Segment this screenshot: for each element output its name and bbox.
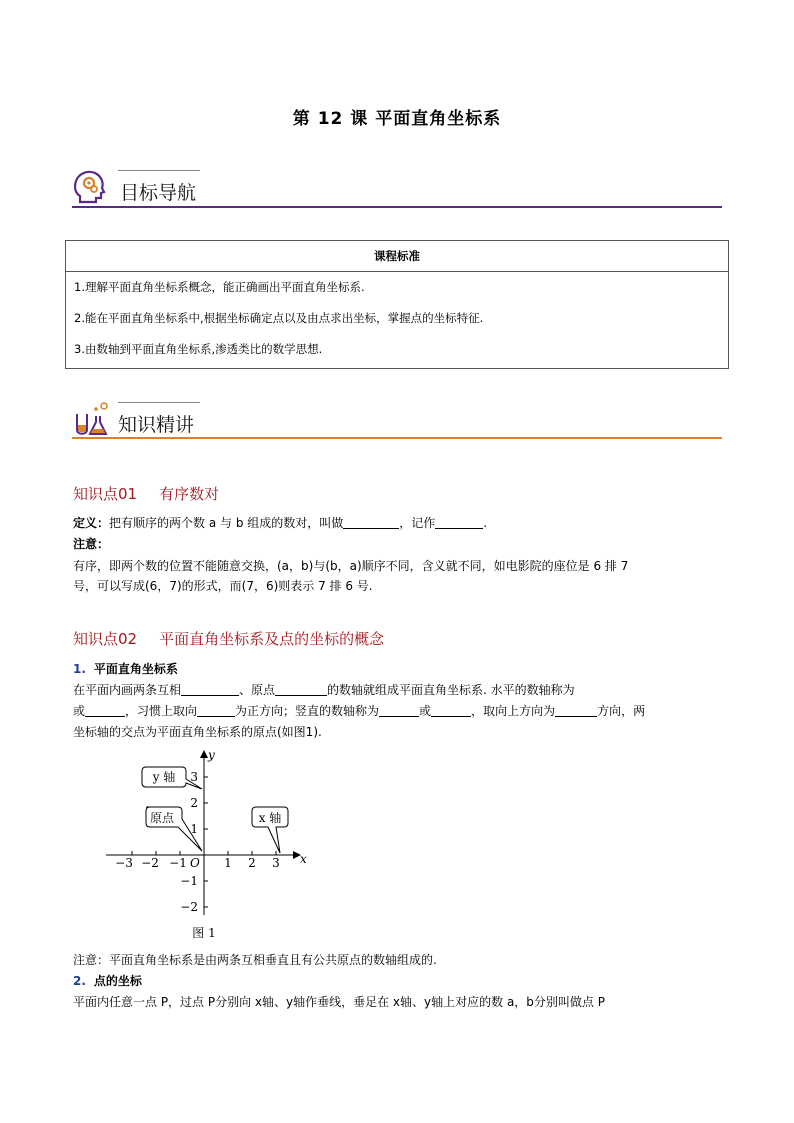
answer-blank[interactable]	[555, 702, 597, 717]
x-tick-label: 1	[224, 856, 232, 870]
standard-item: 3.由数轴到平面直角坐标系,渗透类比的数学思想.	[74, 342, 323, 356]
y-tick-label: 2	[190, 796, 198, 810]
section-goal-header	[72, 166, 722, 210]
kp1-number: 知识点01	[73, 485, 138, 503]
y-tick-label: −1	[180, 874, 198, 888]
answer-blank[interactable]	[431, 702, 471, 717]
kp2-heading	[73, 628, 384, 649]
x-axis-label: x	[300, 852, 307, 866]
coordinate-figure	[100, 745, 320, 945]
head-gears-icon	[72, 168, 108, 206]
standards-header: 课程标准	[66, 241, 729, 272]
svg-text:x 轴: x 轴	[258, 811, 282, 825]
answer-blank[interactable]	[343, 514, 399, 529]
kp2-paragraph-line: 在平面内画两条互相 、原点 的数轴就组成平面直角坐标系. 水平的数轴称为	[73, 683, 575, 697]
kp2-title: 平面直角坐标系及点的坐标的概念	[159, 630, 385, 648]
kp1-definition: 定义：把有顺序的两个数 a 与 b 组成的数对，叫做 ，记作 .	[73, 516, 488, 530]
y-tick-label: −2	[180, 900, 198, 914]
kp2-note: 注意：平面直角坐标系是由两条互相垂直且有公共原点的数轴组成的.	[73, 953, 437, 967]
x-tick-label: −2	[141, 856, 159, 870]
answer-blank[interactable]	[197, 702, 235, 717]
x-tick-label: −1	[169, 856, 187, 870]
y-tick-label: 1	[190, 822, 198, 836]
standard-item: 1.理解平面直角坐标系概念，能正确画出平面直角坐标系.	[74, 280, 365, 294]
answer-blank[interactable]	[181, 681, 239, 696]
x-tick-label: 3	[272, 856, 280, 870]
section-knowledge-title: 知识精讲	[118, 414, 195, 436]
answer-blank[interactable]	[85, 702, 125, 717]
y-axis-label: y	[208, 748, 215, 762]
kp2-sub1-heading: 1. 平面直角坐标系	[73, 662, 178, 676]
callout-x-axis	[252, 807, 288, 853]
y-tick-label: 3	[190, 770, 198, 784]
x-tick-label: 2	[248, 856, 256, 870]
kp2-number: 知识点02	[73, 630, 138, 648]
course-standards-table	[65, 240, 729, 369]
x-tick-label: −3	[115, 856, 133, 870]
kp1-heading	[73, 483, 219, 504]
figure-caption: 图 1	[192, 926, 216, 940]
kp2-paragraph-line: 坐标轴的交点为平面直角坐标系的原点(如图1).	[73, 725, 322, 739]
definition-label: 定义：	[73, 516, 110, 530]
section-goal-title: 目标导航	[120, 182, 197, 204]
answer-blank[interactable]	[275, 681, 327, 696]
kp2-paragraph-line: 或 ，习惯上取向 为正方向；竖直的数轴称为 或 ，取向上方向为 方向，两	[73, 704, 646, 718]
section-goal-divider	[72, 206, 722, 208]
lab-flask-icon	[72, 400, 112, 438]
svg-text:原点: 原点	[149, 811, 175, 825]
svg-text:y 轴: y 轴	[152, 770, 176, 784]
kp1-note-line: 有序，即两个数的位置不能随意交换，(a，b)与(b，a)顺序不同，含义就不同，如电影院的座位是 6 排 7	[73, 559, 629, 573]
kp1-title: 有序数对	[159, 485, 220, 503]
kp2-paragraph-line: 平面内任意一点 P，过点 P分别向 x轴、y轴作垂线，垂足在 x轴、y轴上对应的数 a，b分别叫做点 P	[73, 995, 605, 1009]
section-knowledge-header	[72, 398, 722, 440]
answer-blank[interactable]	[379, 702, 419, 717]
kp1-note-label: 注意：	[73, 537, 110, 551]
origin-label: O	[190, 856, 200, 870]
page-title: 第 12 课 平面直角坐标系	[292, 109, 502, 129]
answer-blank[interactable]	[435, 514, 483, 529]
kp1-note-line: 号，可以写成(6，7)的形式，而(7，6)则表示 7 排 6 号.	[73, 579, 373, 593]
standard-item: 2.能在平面直角坐标系中,根据坐标确定点以及由点求出坐标，掌握点的坐标特征.	[74, 311, 484, 325]
kp2-sub2-heading: 2. 点的坐标	[73, 974, 142, 988]
section-knowledge-divider	[72, 437, 722, 439]
